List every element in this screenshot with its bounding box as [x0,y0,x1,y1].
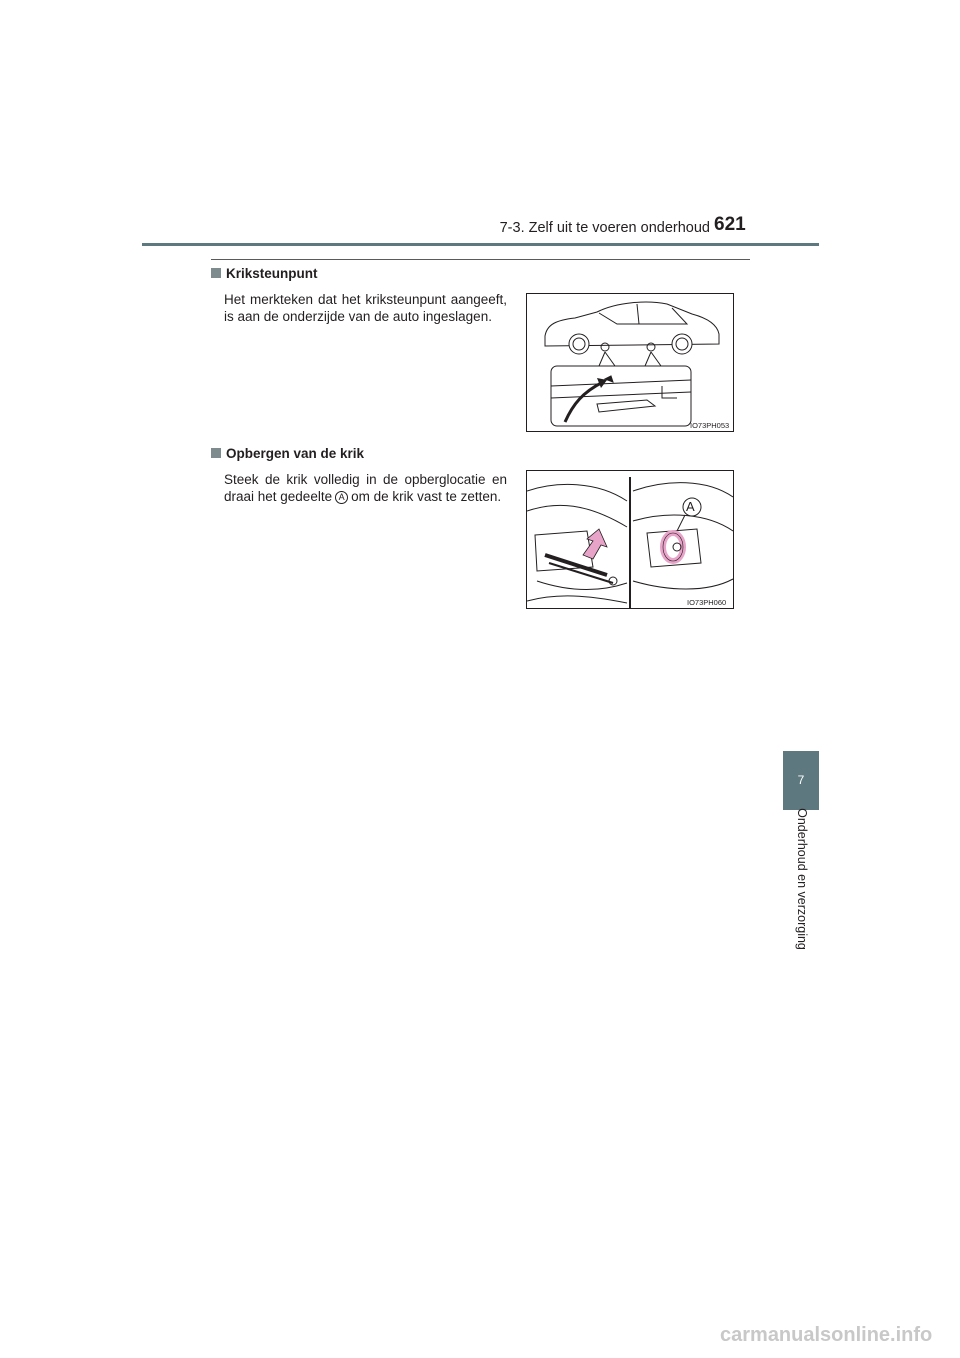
figure-jack-storage [526,470,734,609]
callout-a-icon: A [335,491,348,504]
paragraph-opbergen-krik [224,471,507,505]
paragraph-kriksteunpunt [224,291,507,325]
heading-text: Opbergen van de krik [226,446,365,461]
paragraph-line-2: draai het gedeelte A om de krik vast te zetten. [224,489,502,504]
chapter-tab: 7 [783,751,819,810]
figure-code: IO73PH060 [687,598,727,607]
paragraph-line: Steek de krik volledig in de opberglocatie en [224,472,507,487]
figure-label-a: A [686,499,695,514]
paragraph-line: Het merkteken dat het kriksteunpunt aangeeft, [224,292,507,307]
figure-jack-point [526,293,734,432]
chapter-side-label: Onderhoud en verzorging [795,808,809,950]
heading-kriksteunpunt [211,266,318,281]
section-title: 7-3. Zelf uit te voeren onderhoud [499,220,710,236]
jack-storage-illustration [527,471,733,608]
header-rule [142,243,819,246]
paragraph-line: is aan de onderzijde van de auto ingeslagen. [224,309,492,324]
watermark: carmanualsonline.info [720,1324,933,1346]
car-jack-point-illustration [527,294,733,431]
page-number: 621 [714,214,746,235]
heading-square-icon [211,448,221,458]
section-rule [211,259,750,260]
heading-square-icon [211,268,221,278]
figure-code: IO73PH053 [690,421,730,430]
heading-opbergen-krik [211,446,364,461]
heading-text: Kriksteunpunt [226,266,318,281]
